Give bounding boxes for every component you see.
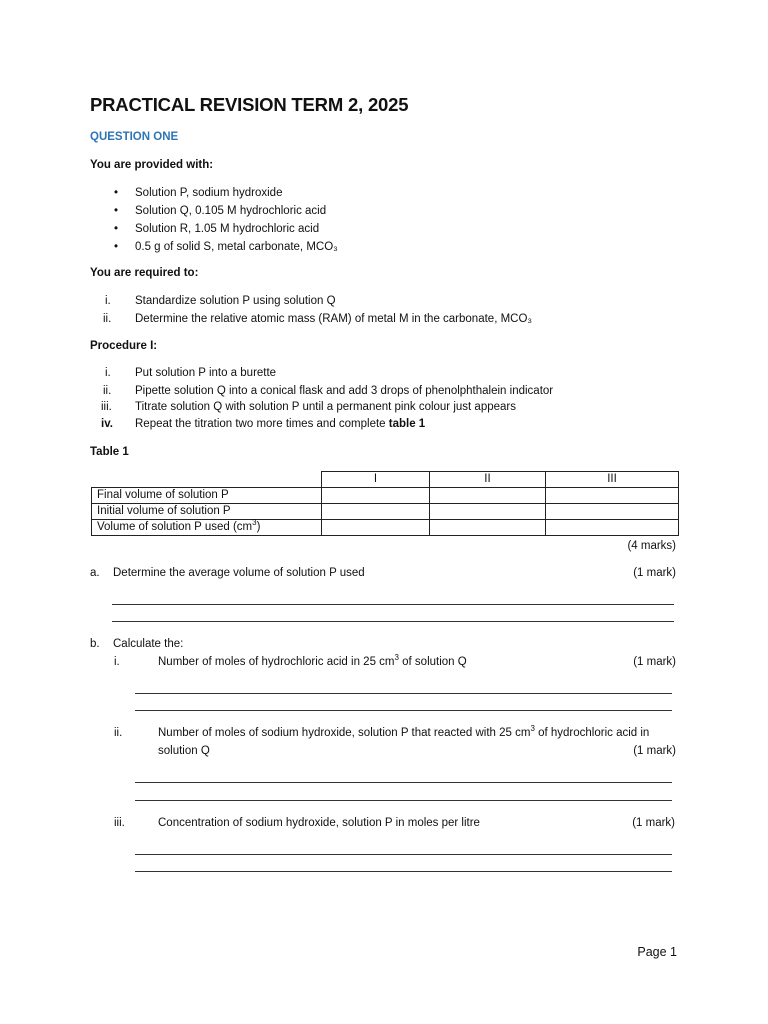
table-header-row [92,472,679,488]
part-b-ii-marks: (1 mark) [633,745,676,757]
table-row [92,520,679,536]
table-row-label: Initial volume of solution P [92,504,322,520]
list-number: ii. [114,727,123,739]
table-input-cell[interactable] [546,520,679,536]
answer-line[interactable] [135,800,672,801]
required-label: You are required to: [90,267,199,279]
results-table [91,471,679,536]
table-header-cell: III [546,472,679,488]
bullet-icon: • [114,205,119,217]
list-item-text: Titrate solution Q with solution P until a permanent pink colour just appears [135,401,516,413]
list-item-text: Determine the relative atomic mass (RAM) of metal M in the carbonate, MCO₃ [135,313,533,325]
bullet-icon: • [114,187,119,199]
answer-line[interactable] [135,782,672,783]
list-item-text: Solution Q, 0.105 M hydrochloric acid [135,205,327,217]
table-input-cell[interactable] [546,504,679,520]
list-item-text: Pipette solution Q into a conical flask and add 3 drops of phenolphthalein indicator [135,385,554,397]
table-input-cell[interactable] [430,488,546,504]
question-heading: QUESTION ONE [90,131,179,143]
table-reference: table 1 [388,418,426,430]
list-item-text: Repeat the titration two more times and complete table 1 [135,418,426,430]
list-number: iii. [101,401,112,413]
table-header-cell: I [322,472,430,488]
answer-line[interactable] [112,604,674,605]
table-row-label: Volume of solution P used $(cm^3)$ [92,520,322,536]
part-b-iii-marks: (1 mark) [632,817,675,829]
table-input-cell[interactable] [322,504,430,520]
list-item-text: 0.5 g of solid S, metal carbonate, MCO₃ [135,241,338,253]
part-b-iii-text: Concentration of sodium hydroxide, solution P in moles per litre [158,817,480,829]
part-b-ii-text-line2: solution Q [158,745,210,757]
table-input-cell[interactable] [546,488,679,504]
page-title: PRACTICAL REVISION TERM 2, 2025 [90,94,409,115]
list-number: i. [105,295,111,307]
list-item-text: Solution P, sodium hydroxide [135,187,283,199]
bullet-icon: • [114,241,119,253]
provided-label: You are provided with: [90,159,214,171]
list-item-text: Solution R, 1.05 M hydrochloric acid [135,223,320,235]
table-input-cell[interactable] [322,520,430,536]
part-a-text: Determine the average volume of solution P used [113,567,365,579]
part-b-ii-text: Number of moles of sodium hydroxide, solution P that reacted with 25 $cm^3$ of hydrochloric acid in [158,724,650,739]
answer-line[interactable] [135,710,672,711]
list-item-text: Put solution P into a burette [135,367,277,379]
part-b-i-marks: (1 mark) [633,656,676,668]
answer-line[interactable] [135,871,672,872]
bullet-icon: • [114,223,119,235]
list-number: iii. [114,817,125,829]
answer-line[interactable] [135,693,672,694]
part-b-i-text: Number of moles of hydrochloric acid in 25 $cm^3$ of solution Q [158,653,467,668]
page-number: Page 1 [637,945,677,959]
table-row [92,504,679,520]
answer-line[interactable] [135,854,672,855]
part-b-label: b. [90,638,100,650]
table-header-cell: II [430,472,546,488]
table-label: Table 1 [90,446,129,458]
table-corner-cell [92,472,322,488]
part-a-marks: (1 mark) [633,567,676,579]
list-number: ii. [103,385,112,397]
part-b-intro: Calculate the: [113,638,184,650]
part-a-label: a. [90,567,100,579]
list-number: iv. [101,418,113,430]
list-item-text: Standardize solution P using solution Q [135,295,336,307]
answer-line[interactable] [112,621,674,622]
list-number: i. [105,367,111,379]
table-input-cell[interactable] [430,504,546,520]
table-row-label: Final volume of solution P [92,488,322,504]
table-marks: (4 marks) [627,540,676,552]
list-number: ii. [103,313,112,325]
table-row [92,488,679,504]
list-number: i. [114,656,120,668]
table-input-cell[interactable] [430,520,546,536]
table-input-cell[interactable] [322,488,430,504]
procedure-label: Procedure I: [90,340,158,352]
